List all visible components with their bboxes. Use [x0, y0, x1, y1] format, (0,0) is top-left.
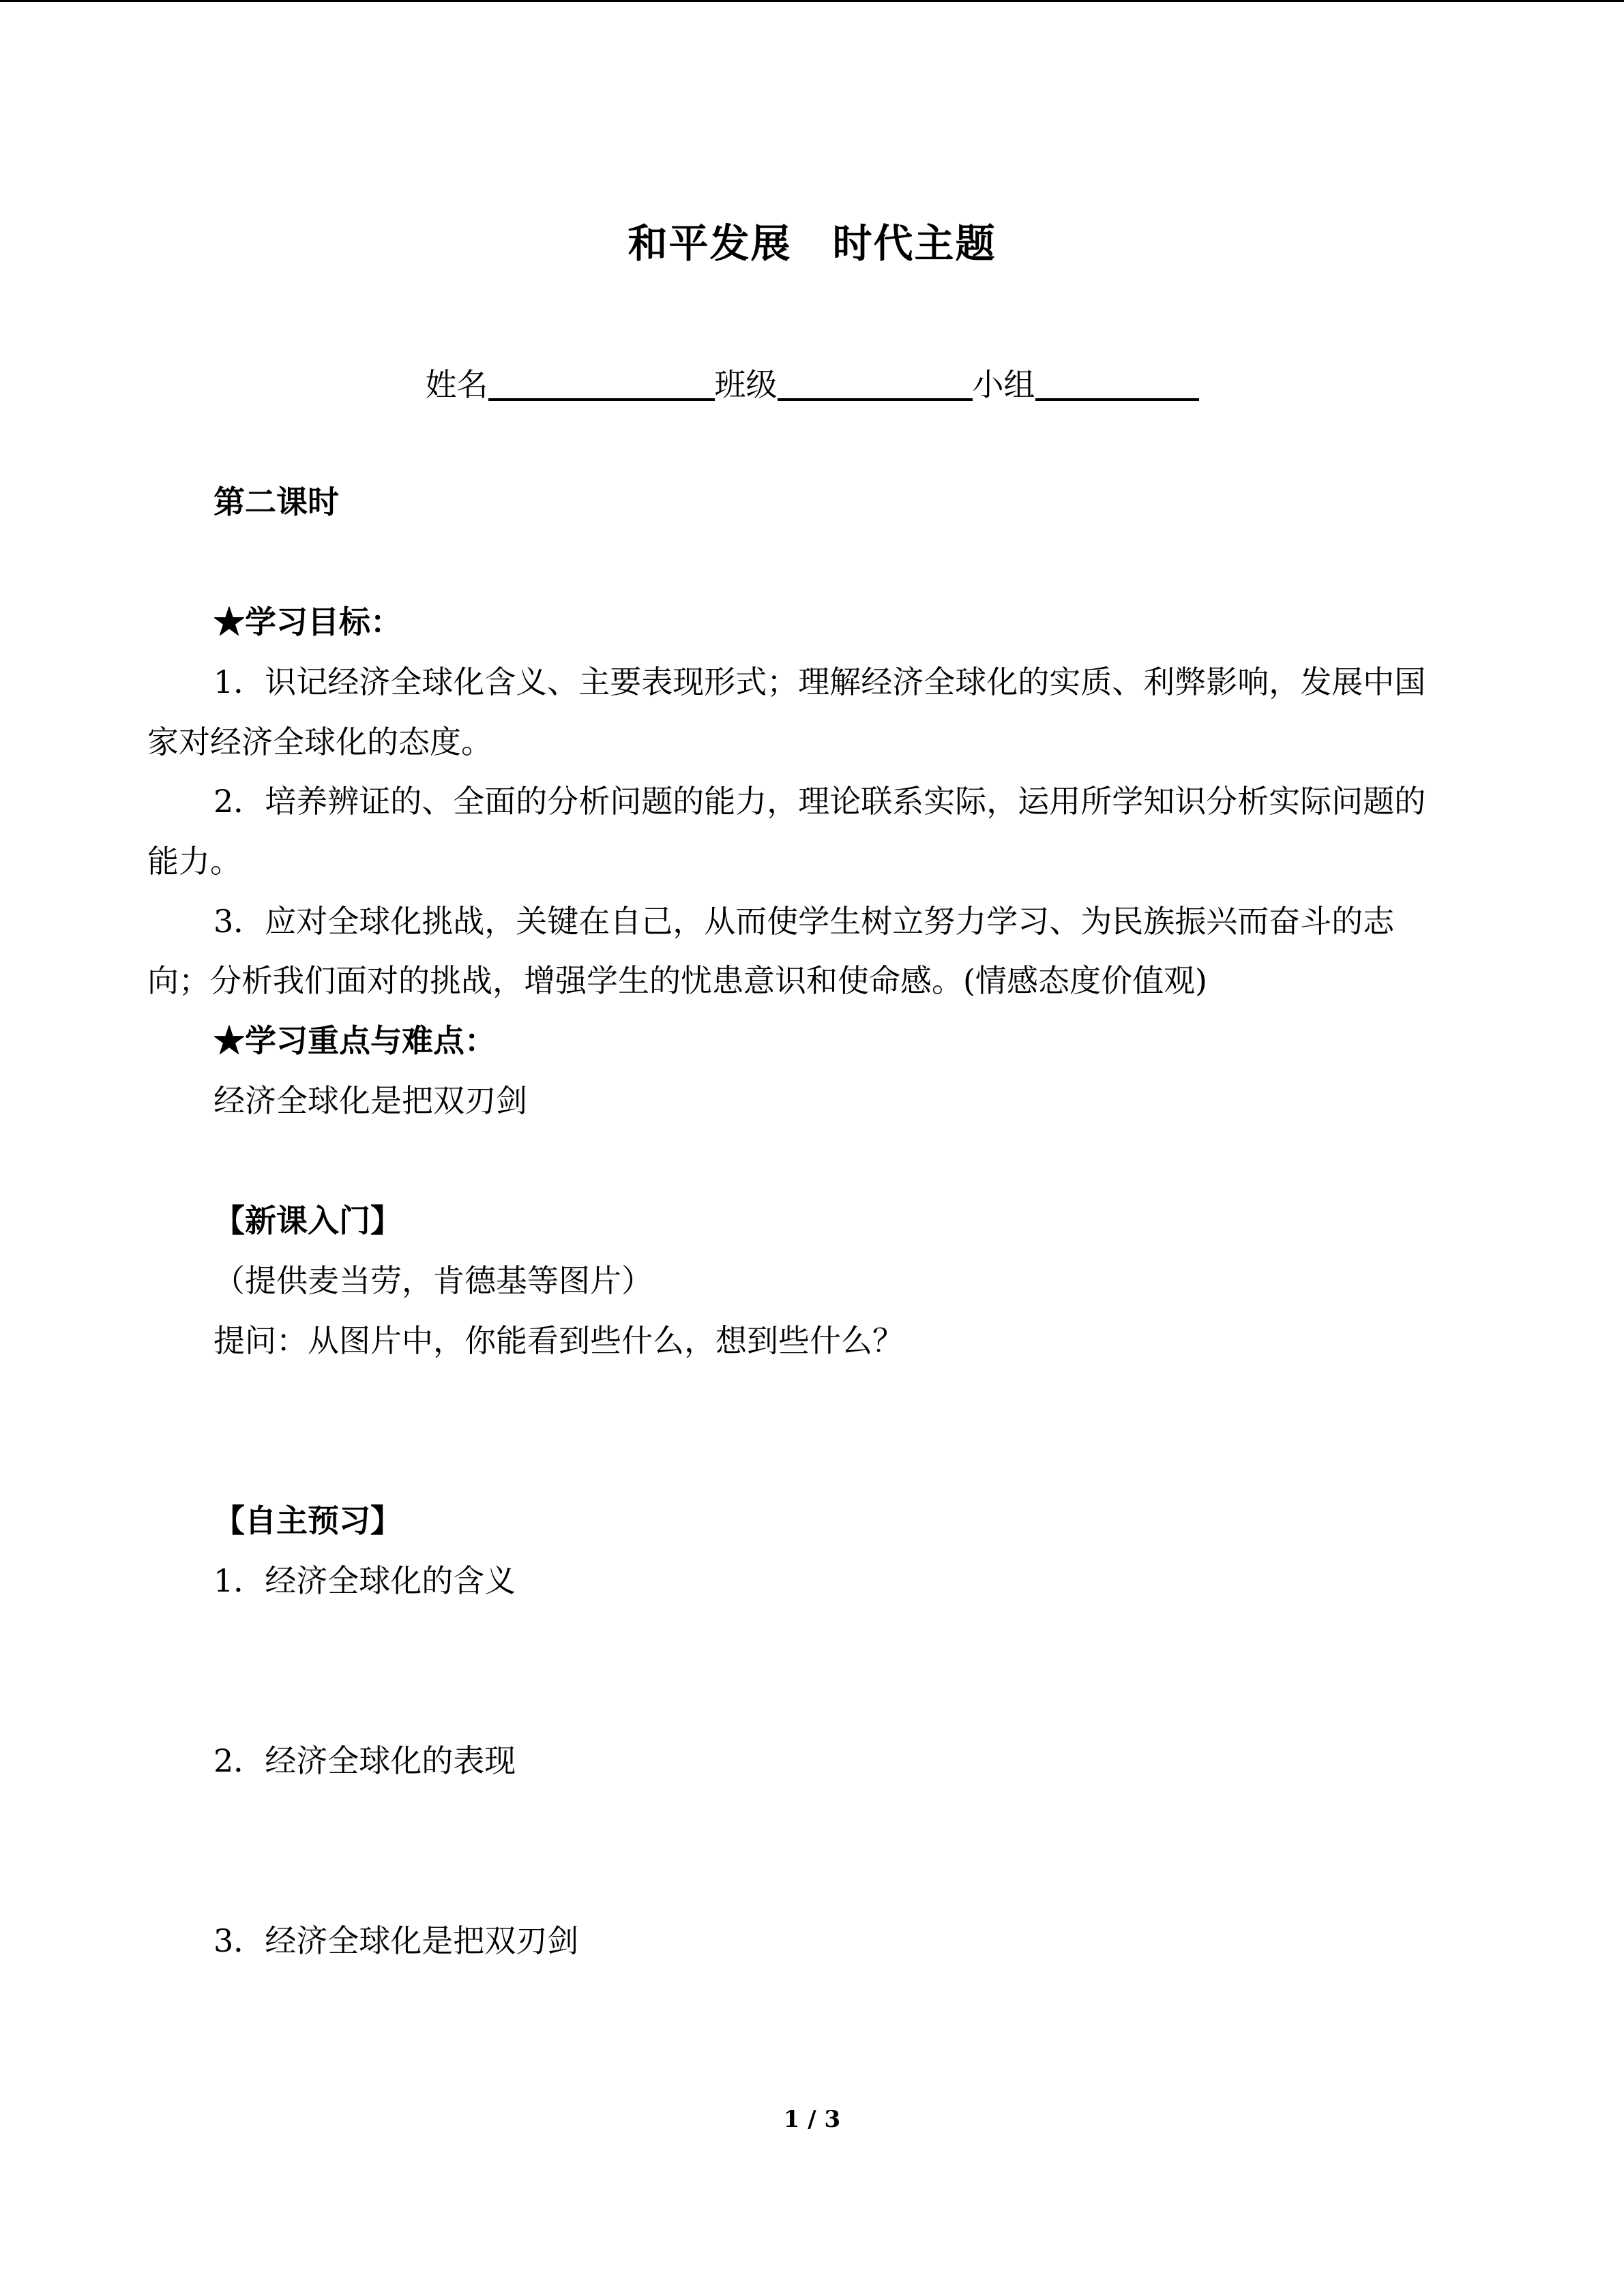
objectives-heading: ★学习目标： — [213, 603, 402, 640]
class-label: 班级 — [714, 366, 778, 403]
group-label: 小组 — [972, 366, 1035, 403]
class-blank[interactable] — [778, 364, 973, 401]
key-points-heading: ★学习重点与难点： — [213, 1022, 496, 1059]
objective-1-line-2: 家对经济全球化的态度。 — [147, 724, 492, 760]
objective-2-line-1: 2．培养辨证的、全面的分析问题的能力，理论联系实际，运用所学知识分析实际问题的 — [213, 783, 1426, 820]
preview-item-2: 2．经济全球化的表现 — [213, 1742, 516, 1779]
lesson-label: 第二课时 — [213, 483, 339, 520]
objective-2-line-2: 能力。 — [147, 843, 241, 880]
name-label: 姓名 — [425, 366, 488, 403]
objective-1-line-1: 1．识记经济全球化含义、主要表现形式；理解经济全球化的实质、利弊影响，发展中国 — [213, 664, 1426, 700]
intro-question: 提问：从图片中，你能看到些什么，想到些什么？ — [213, 1322, 904, 1359]
student-info-line — [0, 360, 1624, 405]
objective-3-line-1: 3．应对全球化挑战，关键在自己，从而使学生树立努力学习、为民族振兴而奋斗的志 — [213, 903, 1395, 940]
key-points-content: 经济全球化是把双刃剑 — [213, 1082, 527, 1119]
objective-3-line-2: 向；分析我们面对的挑战，增强学生的忧患意识和使命感。(情感态度价值观) — [147, 962, 1207, 999]
page-number: 1 / 3 — [783, 2106, 841, 2133]
name-blank[interactable] — [488, 364, 715, 401]
intro-note: （提供麦当劳，肯德基等图片） — [213, 1262, 653, 1299]
group-blank[interactable] — [1035, 364, 1199, 401]
page-title: 和平发展 时代主题 — [628, 220, 996, 267]
intro-heading: 【新课入门】 — [213, 1202, 402, 1239]
preview-heading: 【自主预习】 — [213, 1502, 402, 1539]
preview-item-3: 3．经济全球化是把双刃剑 — [213, 1922, 579, 1959]
preview-item-1: 1．经济全球化的含义 — [213, 1562, 516, 1599]
